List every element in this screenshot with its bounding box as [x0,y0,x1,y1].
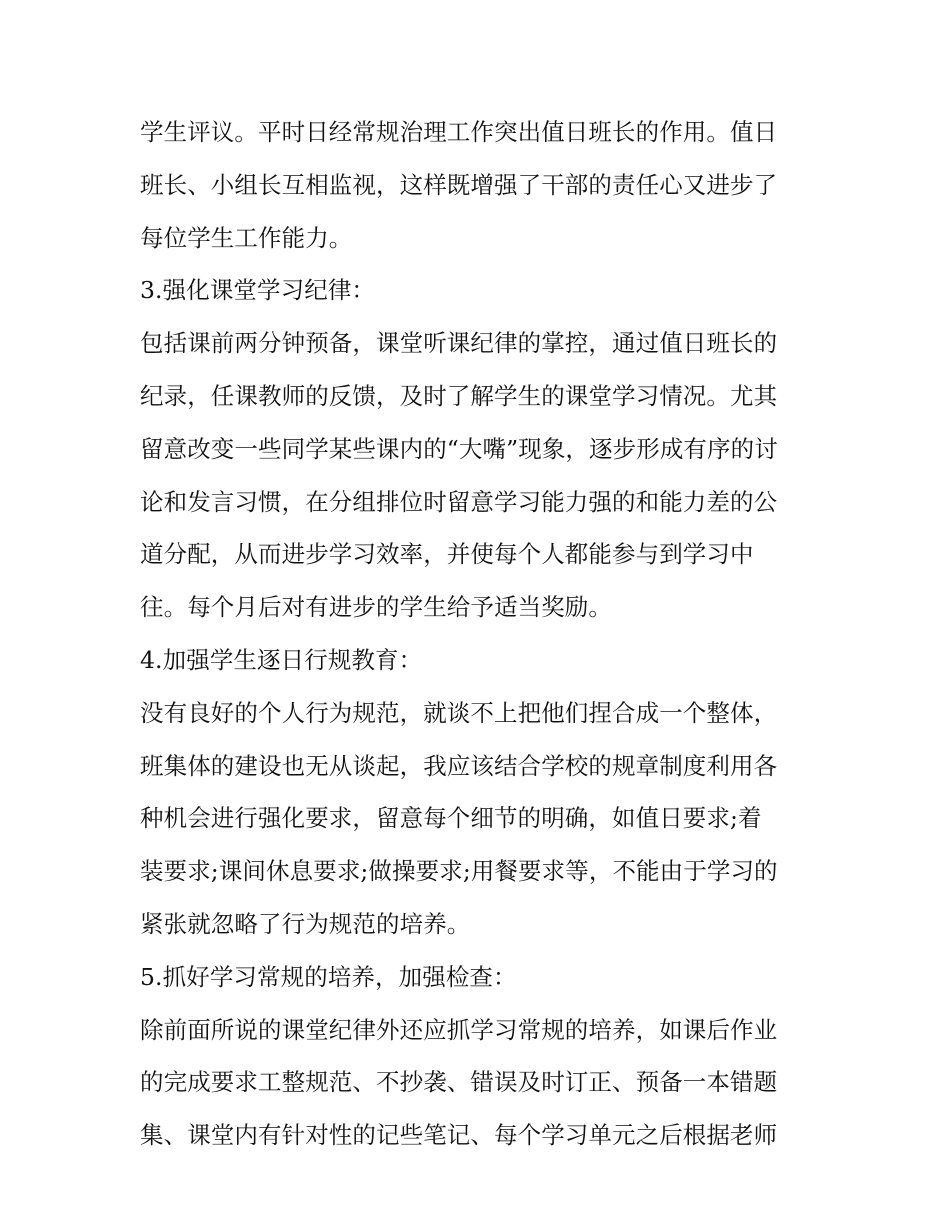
paragraph-line: 道分配，从而进步学习效率，并使每个人都能参与到学习中 [140,540,754,569]
paragraph-line: 没有良好的个人行为规范，就谈不上把他们捏合成一个整体， [140,698,778,727]
paragraph-line: 种机会进行强化要求，留意每个细节的明确，如值日要求;着 [140,804,762,833]
section-heading-5: 5.抓好学习常规的培养，加强检查： [140,962,517,991]
paragraph-line: 纪录，任课教师的反馈，及时了解学生的课堂学习情况。尤其 [140,381,778,410]
section-heading-4: 4.加强学生逐日行规教育： [140,645,423,674]
paragraph-line: 除前面所说的课堂纪律外还应抓学习常规的培养，如课后作业 [140,1015,778,1044]
paragraph-line: 往。每个月后对有进步的学生给予适当奖励。 [140,593,612,622]
paragraph-line: 论和发言习惯，在分组排位时留意学习能力强的和能力差的公 [140,487,778,516]
paragraph-line: 集、课堂内有针对性的记些笔记、每个学习单元之后根据老师 [140,1121,778,1150]
paragraph-line: 留意改变一些同学某些课内的“大嘴”现象，逐步形成有序的讨 [140,434,778,463]
paragraph-line: 班长、小组长互相监视，这样既增强了干部的责任心又进步了 [140,170,778,199]
document-body [140,106,820,1162]
paragraph-line: 紧张就忽略了行为规范的培养。 [140,909,471,938]
paragraph-line: 装要求;课间休息要求;做操要求;用餐要求等，不能由于学习的 [140,857,778,886]
paragraph-line: 包括课前两分钟预备，课堂听课纪律的掌控，通过值日班长的 [140,329,778,358]
paragraph-line: 班集体的建设也无从谈起，我应该结合学校的规章制度利用各 [140,751,778,780]
paragraph-line: 每位学生工作能力。 [140,223,353,252]
paragraph-line: 的完成要求工整规范、不抄袭、错误及时订正、预备一本错题 [140,1068,778,1097]
paragraph-line: 学生评议。平时日经常规治理工作突出值日班长的作用。值日 [140,118,778,146]
section-heading-3: 3.强化课堂学习纪律： [140,276,376,305]
